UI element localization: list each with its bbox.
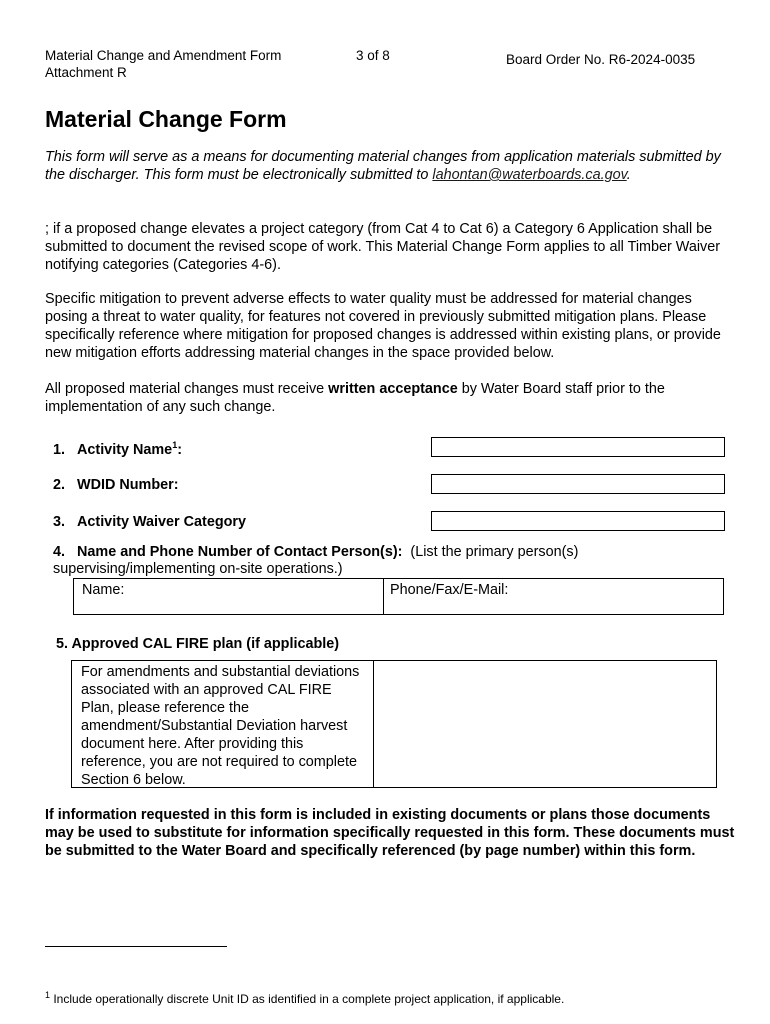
form-name: Material Change and Amendment Form — [45, 48, 282, 63]
footnote-divider — [45, 946, 227, 947]
item-colon: : — [177, 441, 182, 458]
item-wdid-number — [53, 477, 179, 493]
acceptance-paragraph — [45, 380, 735, 416]
category-paragraph: ; if a proposed change elevates a project category (from Cat 4 to Cat 6) a Category 6 Application shall be submitted to document the revised scope of work. This Material Change Form applies to all Timber Waiver notifying categories (Categories 4-6). — [45, 221, 721, 273]
contact-name-cell[interactable] — [73, 578, 384, 615]
email-link[interactable]: lahontan@waterboards.ca.gov — [432, 167, 627, 183]
mitigation-paragraph: Specific mitigation to prevent adverse effects to water quality must be addressed for material changes posing a threat to water quality, for features not covered in previously submitted mitigation plans. Please specifically reference where mitigation for proposed changes is addressed within existing plans, or provide new mitigation efforts addressing material changes in the space provided below. — [45, 291, 721, 361]
activity-name-field[interactable] — [431, 437, 725, 457]
calfire-instructions-cell: For amendments and substantial deviations associated with an approved CAL FIRE Plan, please reference the amendment/Substantial Deviation harvest document here. After providing this reference, you are not required to complete Section 6 below. — [71, 660, 374, 788]
item-colon: : — [397, 544, 403, 560]
item-note: (List the primary person(s) supervising/implementing on-site operations.) — [53, 544, 583, 577]
footnote-marker: 1 — [45, 990, 51, 1000]
acceptance-text-end: by Water Board staff prior to the implementation of any such change. — [45, 381, 665, 415]
intro-period: . — [626, 167, 631, 183]
header-left — [45, 47, 281, 81]
item-number: 4. — [53, 544, 66, 560]
waiver-category-field[interactable] — [431, 511, 725, 531]
contact-table — [73, 578, 724, 615]
footnote — [45, 990, 564, 1006]
wdid-number-field[interactable] — [431, 474, 725, 494]
acceptance-text: All proposed material changes must receive — [45, 381, 329, 397]
written-acceptance-emphasis: written acceptance — [328, 381, 458, 397]
contact-phone-cell[interactable] — [383, 578, 724, 615]
item-label: Activity Waiver Category — [77, 514, 247, 530]
substitution-note: If information requested in this form is included in existing documents or plans those documents may be used to substitute for information specifically requested in this form. These documents must be submitted to the Water Board and specifically referenced (by page number) within this form. — [45, 807, 735, 859]
footnote-text: Include operationally discrete Unit ID as identified in a complete project application, if applicable. — [50, 992, 565, 1006]
item-number: 2. — [53, 477, 66, 493]
item-contact-person — [53, 544, 653, 578]
item-number: 3. — [53, 514, 66, 530]
item-activity-name — [53, 440, 182, 458]
name-column-label: Name: — [82, 582, 125, 598]
page-title: Material Change Form — [45, 106, 287, 132]
item-calfire-plan: 5. Approved CAL FIRE plan (if applicable) — [56, 636, 340, 652]
item-number: 1. — [53, 441, 66, 458]
phone-column-label: Phone/Fax/E-Mail: — [390, 582, 509, 598]
attachment-label: Attachment R — [45, 65, 127, 80]
item-label: WDID Number: — [77, 477, 179, 493]
intro-text: This form will serve as a means for documenting material changes from application materials submitted by the discharger. This form must be electronically submitted to — [45, 149, 721, 183]
item-label: Activity Name — [77, 441, 173, 458]
board-order: Board Order No. R6-2024-0035 — [506, 52, 696, 67]
item-waiver-category — [53, 514, 246, 530]
intro-paragraph — [45, 148, 735, 184]
item-label: Name and Phone Number of Contact Person(s) — [77, 544, 398, 560]
page-indicator: 3 of 8 — [356, 48, 390, 63]
calfire-table — [71, 660, 717, 788]
calfire-reference-field[interactable] — [373, 660, 717, 788]
footnote-ref: 1 — [172, 440, 178, 450]
